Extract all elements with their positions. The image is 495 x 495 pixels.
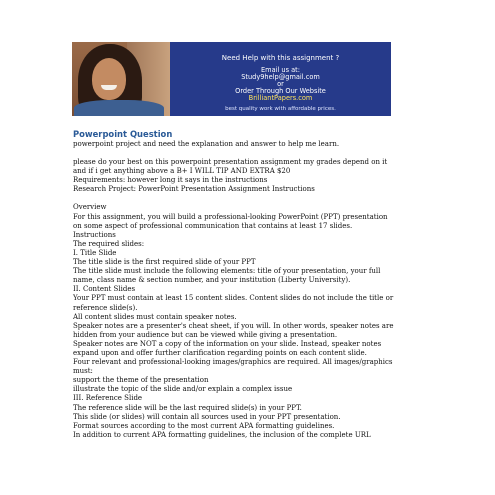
- banner-tagline: best quality work with affordable prices.: [225, 106, 336, 112]
- text-line: reference slide(s).: [73, 303, 138, 312]
- text-line: Research Project: PowerPoint Presentation Assignment Instructions: [73, 185, 315, 194]
- text-line: The title slide is the first required slide of your PPT: [73, 258, 256, 267]
- text-line: must:: [73, 367, 93, 376]
- text-line: Format sources according to the most current APA formatting guidelines.: [73, 421, 335, 430]
- text-line: hidden from your audience but can be viewed while giving a presentation.: [73, 330, 338, 339]
- text-line: Your PPT must contain at least 15 content slides. Content slides do not include the title or: [73, 294, 394, 303]
- text-line: The title slide must include the following elements: title of your presentation, your full: [73, 267, 381, 276]
- text-line: The reference slide will be the last required slide(s) in your PPT.: [73, 403, 302, 412]
- text-line: II. Content Slides: [73, 285, 136, 294]
- website-link[interactable]: BrilliantPapers.com: [248, 94, 313, 102]
- or-text: or: [277, 80, 284, 88]
- student-photo: [72, 42, 170, 116]
- text-line: Requirements: however long it says in the instructions: [73, 176, 268, 185]
- text-line: please do your best on this powerpoint presentation assignment my grades depend on it: [73, 158, 388, 167]
- text-line: illustrate the topic of the slide and/or explain a complex issue: [73, 385, 293, 394]
- email-address[interactable]: Study9help@gmail.com: [241, 73, 320, 81]
- instructions-section: [73, 203, 423, 439]
- text-line: expand upon and offer further clarification regarding points on each content slide.: [73, 348, 367, 357]
- need-help-text: Need Help with this assignment ?: [221, 54, 340, 62]
- text-line: Speaker notes are a presenter's cheat sheet, if you will. In other words, speaker notes are: [73, 321, 394, 330]
- text-line: I. Title Slide: [73, 248, 117, 257]
- text-line: This slide (or slides) will contain all sources used in your PPT presentation.: [73, 412, 341, 421]
- text-line: For this assignment, you will build a professional-looking PowerPoint (PPT) presentation: [73, 212, 388, 221]
- text-line: on some aspect of professional communication that contains at least 17 slides.: [73, 221, 353, 230]
- page-title: Powerpoint Question: [73, 129, 173, 139]
- text-line: The required slides:: [73, 239, 145, 248]
- text-line: name, class name & section number, and your institution (Liberty University).: [73, 276, 351, 285]
- order-website-text: Order Through Our Website: [235, 87, 326, 95]
- text-line: support the theme of the presentation: [73, 376, 209, 385]
- text-line: In addition to current APA formatting guidelines, the inclusion of the complete URL: [73, 430, 371, 439]
- banner-text: [170, 42, 391, 116]
- document-body: [73, 129, 423, 440]
- intro-line: powerpoint project and need the explanation and answer to help me learn.: [73, 140, 340, 148]
- help-banner[interactable]: [72, 42, 391, 116]
- text-line: and if i get anything above a B+ I WILL TIP AND EXTRA $20: [73, 167, 291, 176]
- text-line: Speaker notes are NOT a copy of the information on your slide. Instead, speaker notes: [73, 339, 382, 348]
- text-line: Four relevant and professional-looking images/graphics are required. All images/graphics: [73, 358, 393, 367]
- text-line: III. Reference Slide: [73, 394, 143, 403]
- text-line: Overview: [73, 203, 107, 212]
- text-line: Instructions: [73, 230, 116, 239]
- email-us-label: Email us at:: [261, 66, 300, 74]
- request-section: [73, 158, 423, 194]
- text-line: All content slides must contain speaker notes.: [73, 312, 237, 321]
